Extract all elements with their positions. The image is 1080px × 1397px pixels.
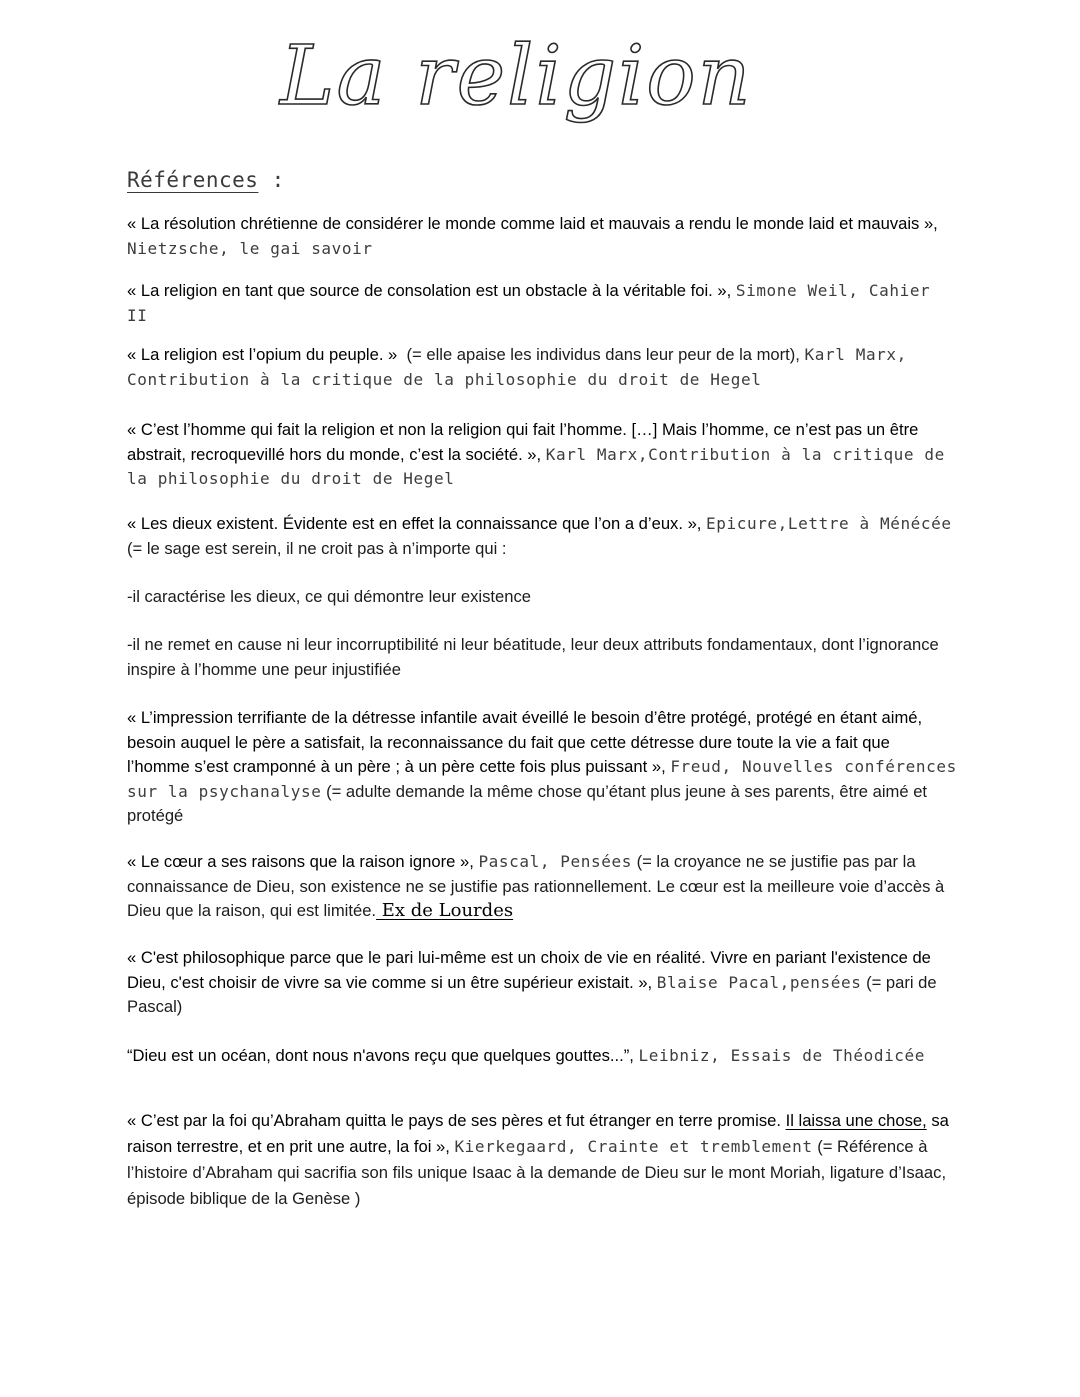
quote-source: Pascal, Pensées	[478, 852, 632, 871]
quote-kierkegaard	[127, 1108, 957, 1212]
quote-pari-pascal	[127, 946, 957, 1020]
quote-note: (= Référence à l’histoire d’Abraham qui sacrifia son fils unique Isaac à la demande de Dieu sur le mont Moriah, ligature d’Isaac, épisode biblique de la Genèse )	[127, 1137, 947, 1208]
references-heading-label: Références	[127, 168, 259, 192]
quote-example: Ex de Lourdes	[376, 900, 514, 921]
quote-nietzsche	[127, 212, 957, 261]
quote-source: Nietzsche, le gai savoir	[127, 238, 373, 258]
quote-leibniz	[127, 1044, 957, 1069]
quote-source: Karl Marx,Contribution à la critique de la philosophie du droit de Hegel	[127, 444, 945, 488]
quote-marx-society	[127, 418, 957, 492]
quote-text: “Dieu est un océan, dont nous n'avons reçu que quelques gouttes...”,	[127, 1046, 634, 1065]
quote-text: « C'est philosophique parce que le pari lui-même est un choix de vie en réalité. Vivre en pariant l'existence de Dieu, c'est choisir de vivre sa vie comme si un être supérieur existait. »,	[127, 948, 931, 992]
quote-source: Freud, Nouvelles conférences sur la psychanalyse	[127, 757, 957, 801]
quote-note: (= pari de Pascal)	[127, 972, 937, 1016]
quote-epicure	[127, 512, 957, 561]
quote-note: (= la croyance ne se justifie pas par la connaissance de Dieu, son existence ne se justifie pas rationnellement. Le cœur est la meilleure voie d’accès à Dieu que la raison, qui est limitée.	[127, 852, 945, 920]
quote-text: « Les dieux existent. Évidente est en effet la connaissance que l’on a d’eux. »,	[127, 514, 702, 533]
quote-freud	[127, 706, 957, 829]
references-heading	[127, 168, 285, 192]
quote-text: « C’est l’homme qui fait la religion et non la religion qui fait l’homme. […] Mais l’homme, ce n’est pas un être abstrait, recroquevillé hors du monde, c’est la société. »,	[127, 420, 919, 464]
references-heading-colon: :	[258, 168, 285, 192]
page-title-text: La religion	[280, 29, 753, 124]
quote-source: Simone Weil, Cahier II	[127, 281, 931, 325]
quote-source: Karl Marx, Contribution à la critique de la philosophie du droit de Hegel	[127, 345, 907, 389]
quote-text: « La religion en tant que source de consolation est un obstacle à la véritable foi. »,	[127, 281, 732, 300]
quote-pascal	[127, 850, 957, 924]
quote-marx-opium	[127, 343, 957, 392]
title-script-svg	[270, 22, 753, 147]
epicure-point-1: -il caractérise les dieux, ce qui démontre leur existence	[127, 587, 531, 606]
quote-text: « La résolution chrétienne de considérer le monde comme laid et mauvais a rendu le monde laid et mauvais »,	[127, 214, 938, 233]
quote-text: « Le cœur a ses raisons que la raison ignore »,	[127, 852, 474, 871]
quote-source: Epicure,Lettre à Ménécée	[706, 514, 952, 533]
page-title	[270, 22, 753, 147]
quote-note: (= le sage est serein, il ne croit pas à n’importe qui :	[127, 538, 507, 558]
epicure-point-2: -il ne remet en cause ni leur incorruptibilité ni leur béatitude, leur deux attributs fondamentaux, dont l’ignorance inspire à l’homme une peur injustifiée	[127, 635, 939, 679]
quote-text: « La religion est l’opium du peuple. »	[127, 345, 398, 364]
quote-text-end: sa raison terrestre, et en prit une autre, la foi »,	[127, 1111, 949, 1156]
quote-note: (= elle apaise les individus dans leur peur de la mort),	[406, 345, 800, 364]
quote-text-underlined: Il laissa une chose,	[785, 1111, 927, 1130]
quote-weil	[127, 279, 957, 328]
quote-source: Kierkegaard, Crainte et tremblement	[454, 1137, 813, 1156]
quote-note: (= adulte demande la même chose qu’étant plus jeune à ses parents, être aimé et protégé	[127, 781, 928, 825]
quote-source: Leibniz, Essais de Théodicée	[638, 1046, 926, 1065]
quote-source: Blaise Pacal,pensées	[656, 972, 862, 992]
quote-text-start: « C’est par la foi qu’Abraham quitta le pays de ses pères et fut étranger en terre promise.	[127, 1111, 781, 1130]
quote-text: « L’impression terrifiante de la détresse infantile avait éveillé le besoin d’être protégé, protégé en étant aimé, besoin auquel le père a satisfait, la reconnaissance du fait que cette détresse dure toute la vie a fait que l’homme s’est cramponné à un père ; à un père cette fois plus puissant »,	[127, 708, 923, 776]
